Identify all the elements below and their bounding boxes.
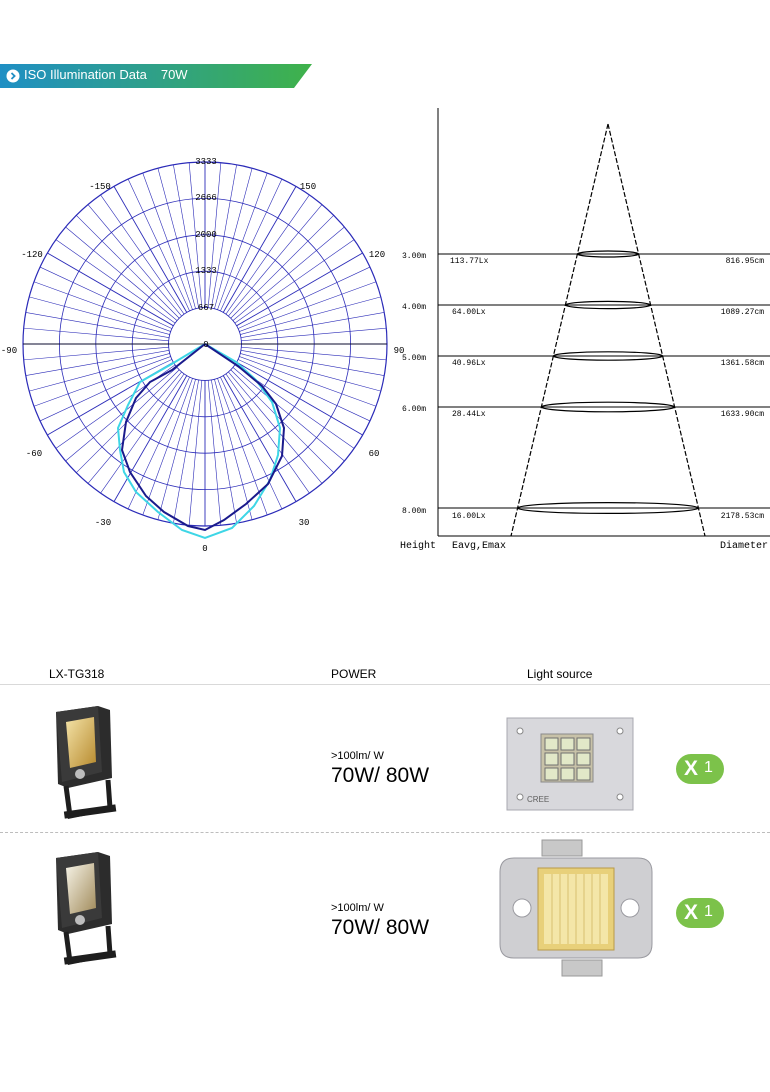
illuminance-cone-diagram xyxy=(393,108,770,554)
banner-title: ISO Illumination Data xyxy=(24,67,147,82)
quantity-badge-x: X xyxy=(684,901,699,924)
polar-grid-spoke xyxy=(237,253,363,326)
cone-diameter-2: 1361.58cm xyxy=(720,359,764,368)
table-row xyxy=(0,684,770,832)
cone-edge-left xyxy=(511,124,608,536)
column-header-power: POWER xyxy=(331,667,377,681)
chevron-right-circle-icon xyxy=(6,69,20,83)
column-header-model: LX-TG318 xyxy=(49,667,105,681)
cone-height-0: 3.00m xyxy=(401,252,427,261)
polar-grid-spoke xyxy=(214,168,252,309)
quantity-badge xyxy=(676,898,724,928)
polar-grid-spoke xyxy=(29,297,170,335)
quantity-badge-count: 1 xyxy=(704,759,713,776)
angle-label-30: 30 xyxy=(298,518,310,528)
polar-grid-spoke xyxy=(40,267,172,329)
row-divider xyxy=(0,832,770,833)
radial-label-2666: 2666 xyxy=(195,193,217,203)
polar-grid-spoke xyxy=(228,205,322,317)
polar-grid-spoke xyxy=(241,350,384,375)
quantity-badge-count: 1 xyxy=(704,903,713,920)
floodlight-product-image xyxy=(52,704,132,829)
cone-diameter-3: 1633.90cm xyxy=(720,410,764,419)
polar-grid-spoke xyxy=(220,179,282,311)
power-value: 70W/ 80W xyxy=(331,916,430,939)
efficiency-value: >100lm/ W xyxy=(331,902,384,914)
polar-grid-spoke xyxy=(233,367,345,461)
table-row xyxy=(0,834,770,982)
polar-grid-spoke xyxy=(241,312,384,337)
column-header-light-source: Light source xyxy=(527,667,593,681)
cone-footer-lux: Eavg,Emax xyxy=(452,541,507,552)
polar-grid-spoke xyxy=(128,179,190,311)
quantity-badge-x: X xyxy=(684,757,699,780)
angle-label-90: 90 xyxy=(393,346,405,356)
angle-label-minus90: -90 xyxy=(0,346,18,356)
cone-lux-3: 28.44Lx xyxy=(452,410,486,419)
polar-grid-spoke xyxy=(47,253,173,326)
polar-grid-spoke xyxy=(158,379,196,520)
efficiency-value: >100lm/ W xyxy=(331,750,384,762)
polar-grid-spoke xyxy=(223,186,296,312)
cone-diameter-4: 2178.53cm xyxy=(720,512,764,521)
power-value: 70W/ 80W xyxy=(331,764,430,787)
cone-footer-diameter: Diameter xyxy=(719,541,768,552)
radial-label-0: 0 xyxy=(203,340,209,350)
cone-diameter-0: 816.95cm xyxy=(725,257,764,266)
polar-grid-spoke xyxy=(26,312,169,337)
polar-grid-spoke xyxy=(238,359,370,421)
angle-label-120: 120 xyxy=(368,250,386,260)
angle-label-150: 150 xyxy=(299,182,317,192)
polar-grid-spoke xyxy=(40,359,172,421)
section-banner xyxy=(0,64,312,88)
polar-grid-spoke xyxy=(88,205,182,317)
polar-grid-spoke xyxy=(88,372,182,484)
polar-grid-spoke xyxy=(233,227,345,321)
radial-label-3333: 3333 xyxy=(195,157,217,167)
floodlight-product-image xyxy=(52,850,132,975)
cree-led-chip-image xyxy=(505,716,635,812)
polar-grid-spoke xyxy=(238,267,370,329)
angle-label-0: 0 xyxy=(202,544,208,554)
angle-label-minus30: -30 xyxy=(94,518,112,528)
radial-label-2000: 2000 xyxy=(195,230,217,240)
polar-grid-spoke xyxy=(223,376,296,502)
cone-height-1: 4.00m xyxy=(401,303,427,312)
banner-wattage: 70W xyxy=(160,67,188,82)
polar-grid-spoke xyxy=(114,186,187,312)
angle-label-minus150: -150 xyxy=(89,182,111,192)
polar-grid-spoke xyxy=(220,377,282,509)
polar-grid-spoke xyxy=(211,380,236,523)
polar-grid-spoke xyxy=(173,380,198,523)
cone-lux-1: 64.00Lx xyxy=(452,308,486,317)
polar-grid-spoke xyxy=(114,376,187,502)
cone-height-4: 8.00m xyxy=(401,507,427,516)
polar-grid-spoke xyxy=(66,227,178,321)
polar-light-distribution-diagram xyxy=(0,150,410,560)
polar-grid-spoke xyxy=(237,362,363,435)
cone-lux-4: 16.00Lx xyxy=(452,512,486,521)
angle-label-minus120: -120 xyxy=(21,250,43,260)
polar-grid-spoke xyxy=(66,367,178,461)
cone-edge-right xyxy=(608,124,705,536)
polar-grid-spoke xyxy=(26,350,169,375)
cone-lux-0: 113.77Lx xyxy=(450,257,489,266)
cone-footer-height: Height xyxy=(400,541,437,552)
quantity-badge xyxy=(676,754,724,784)
angle-label-60: 60 xyxy=(368,449,380,459)
radial-label-1333: 1333 xyxy=(195,266,217,276)
polar-grid-spoke xyxy=(158,168,196,309)
cone-diameter-1: 1089.27cm xyxy=(720,308,764,317)
cone-lux-2: 40.96Lx xyxy=(452,359,486,368)
cone-height-2: 5.00m xyxy=(401,354,427,363)
radial-label-667: 667 xyxy=(197,303,215,313)
polar-grid-spoke xyxy=(240,297,381,335)
cone-height-3: 6.00m xyxy=(401,405,427,414)
chip-brand-label: CREE xyxy=(527,795,550,804)
angle-label-minus60: -60 xyxy=(25,449,43,459)
polar-grid-spoke xyxy=(214,379,252,520)
polar-grid-spoke xyxy=(29,353,170,391)
cob-led-chip-image xyxy=(496,838,656,978)
